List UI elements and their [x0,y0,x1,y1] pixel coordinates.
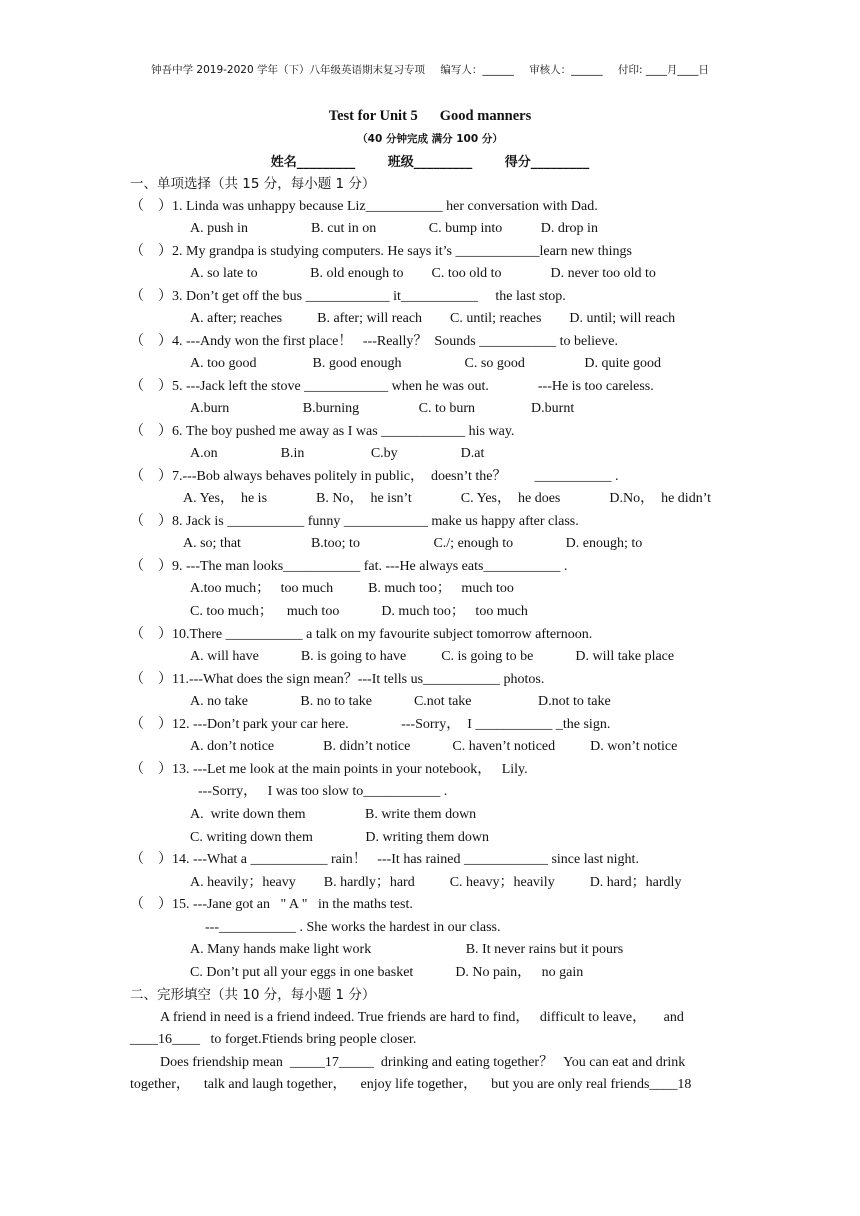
question-line: （ ）11.---What does the sign mean？---It tells us___________ photos. [130,672,545,687]
question-line: （ ）3. Don’t get off the bus ____________ it___________ the last stop. [130,289,566,304]
question-line: A. Many hands make light work B. It never rains but it pours [190,942,624,957]
header-editor: 编写人：______ [440,64,514,76]
section-heading: 二、完形填空（共 10 分，每小题 1 分） [130,987,376,1003]
question-line: A. heavily；heavy B. hardly；hard C. heavy；heavily D. hard；hardly [190,875,682,890]
question-line: （ ）14. ---What a ___________ rain！ ---It has rained ____________ since last night. [130,852,639,867]
question-line: A friend in need is a friend indeed. True friends are hard to find， difficult to leave， and [160,1010,684,1025]
page-subtitle: （40 分钟完成 满分 100 分） [357,133,503,145]
name-field: 姓名_________ [270,155,356,170]
student-info [0,151,860,170]
question-line: （ ）12. ---Don’t park your car here. ---Sorry， I ___________ _the sign. [130,717,611,732]
question-line: A.burn B.burning C. to burn D.burnt [190,401,575,416]
question-line: A. write down them B. write them down [190,807,477,822]
question-line: A. too good B. good enough C. so good D. quite good [190,356,661,371]
header-school: 钟吾中学 2019-2020 学年（下）八年级英语期末复习专项 [151,64,425,76]
question-line: ---___________ . She works the hardest in our class. [205,920,501,935]
question-line: （ ）6. The boy pushed me away as I was ____________ his way. [130,424,515,439]
question-line: （ ）8. Jack is ___________ funny ____________ make us happy after class. [130,514,579,529]
question-line: C. too much； much too D. much too； too much [190,604,528,619]
question-line: A. don’t notice B. didn’t notice C. haven’t noticed D. won’t notice [190,739,678,754]
header-print: 付印: ____月____日 [618,64,709,76]
question-line: A. no take B. no to take C.not take D.not to take [190,694,611,709]
question-line: A.on B.in C.by D.at [190,446,485,461]
class-field: 班级_________ [387,155,473,170]
question-line: Does friendship mean _____17_____ drinking and eating together？ You can eat and drink [160,1055,686,1070]
question-line: （ ）1. Linda was unhappy because Liz___________ her conversation with Dad. [130,199,598,214]
title-topic: Good manners [439,108,532,124]
section-heading: 一、单项选择（共 15 分，每小题 1 分） [130,176,376,192]
question-line: A. after; reaches B. after; will reach C. until; reaches D. until; will reach [190,311,676,326]
question-line: A. so; that B.too; to C./; enough to D. enough; to [183,536,643,551]
question-line: （ ）7.---Bob always behaves politely in public， doesn’t the？ ___________ . [130,469,619,484]
question-line: （ ）2. My grandpa is studying computers. He says it’s ____________learn new things [130,244,633,259]
question-line: ____16____ to forget.Ftiends bring people closer. [130,1032,417,1047]
question-line: （ ）13. ---Let me look at the main points in your notebook， Lily. [130,762,528,777]
title-unit: Test for Unit 5 [328,108,418,124]
page-title [0,108,860,125]
question-line: A. will have B. is going to have C. is going to be D. will take place [190,649,675,664]
question-line: A.too much； too much B. much too； much too [190,581,514,596]
page-header [0,62,860,77]
question-line: A. push in B. cut in on C. bump into D. drop in [190,221,598,236]
question-line: together， talk and laugh together， enjoy life together， but you are only real friends____18 [130,1077,692,1092]
question-line: （ ）4. ---Andy won the first place！ ---Really？ Sounds ___________ to believe. [130,334,618,349]
question-line: （ ）9. ---The man looks___________ fat. ---He always eats___________ . [130,559,568,574]
question-line: A. Yes， he is B. No， he isn’t C. Yes， he does D.No， he didn’t [183,491,712,506]
question-line: （ ）10.There ___________ a talk on my favourite subject tomorrow afternoon. [130,627,593,642]
question-line: （ ）15. ---Jane got an " A " in the maths test. [130,897,413,912]
question-line: C. Don’t put all your eggs in one basket D. No pain， no gain [190,965,584,980]
question-line: C. writing down them D. writing them down [190,830,490,845]
question-line: A. so late to B. old enough to C. too old to D. never too old to [190,266,656,281]
question-line: ---Sorry， I was too slow to___________ . [198,784,448,799]
score-field: 得分_________ [504,155,590,170]
question-line: （ ）5. ---Jack left the stove ____________ when he was out. ---He is too careless. [130,379,654,394]
header-reviewer: 审核人：______ [529,64,603,76]
